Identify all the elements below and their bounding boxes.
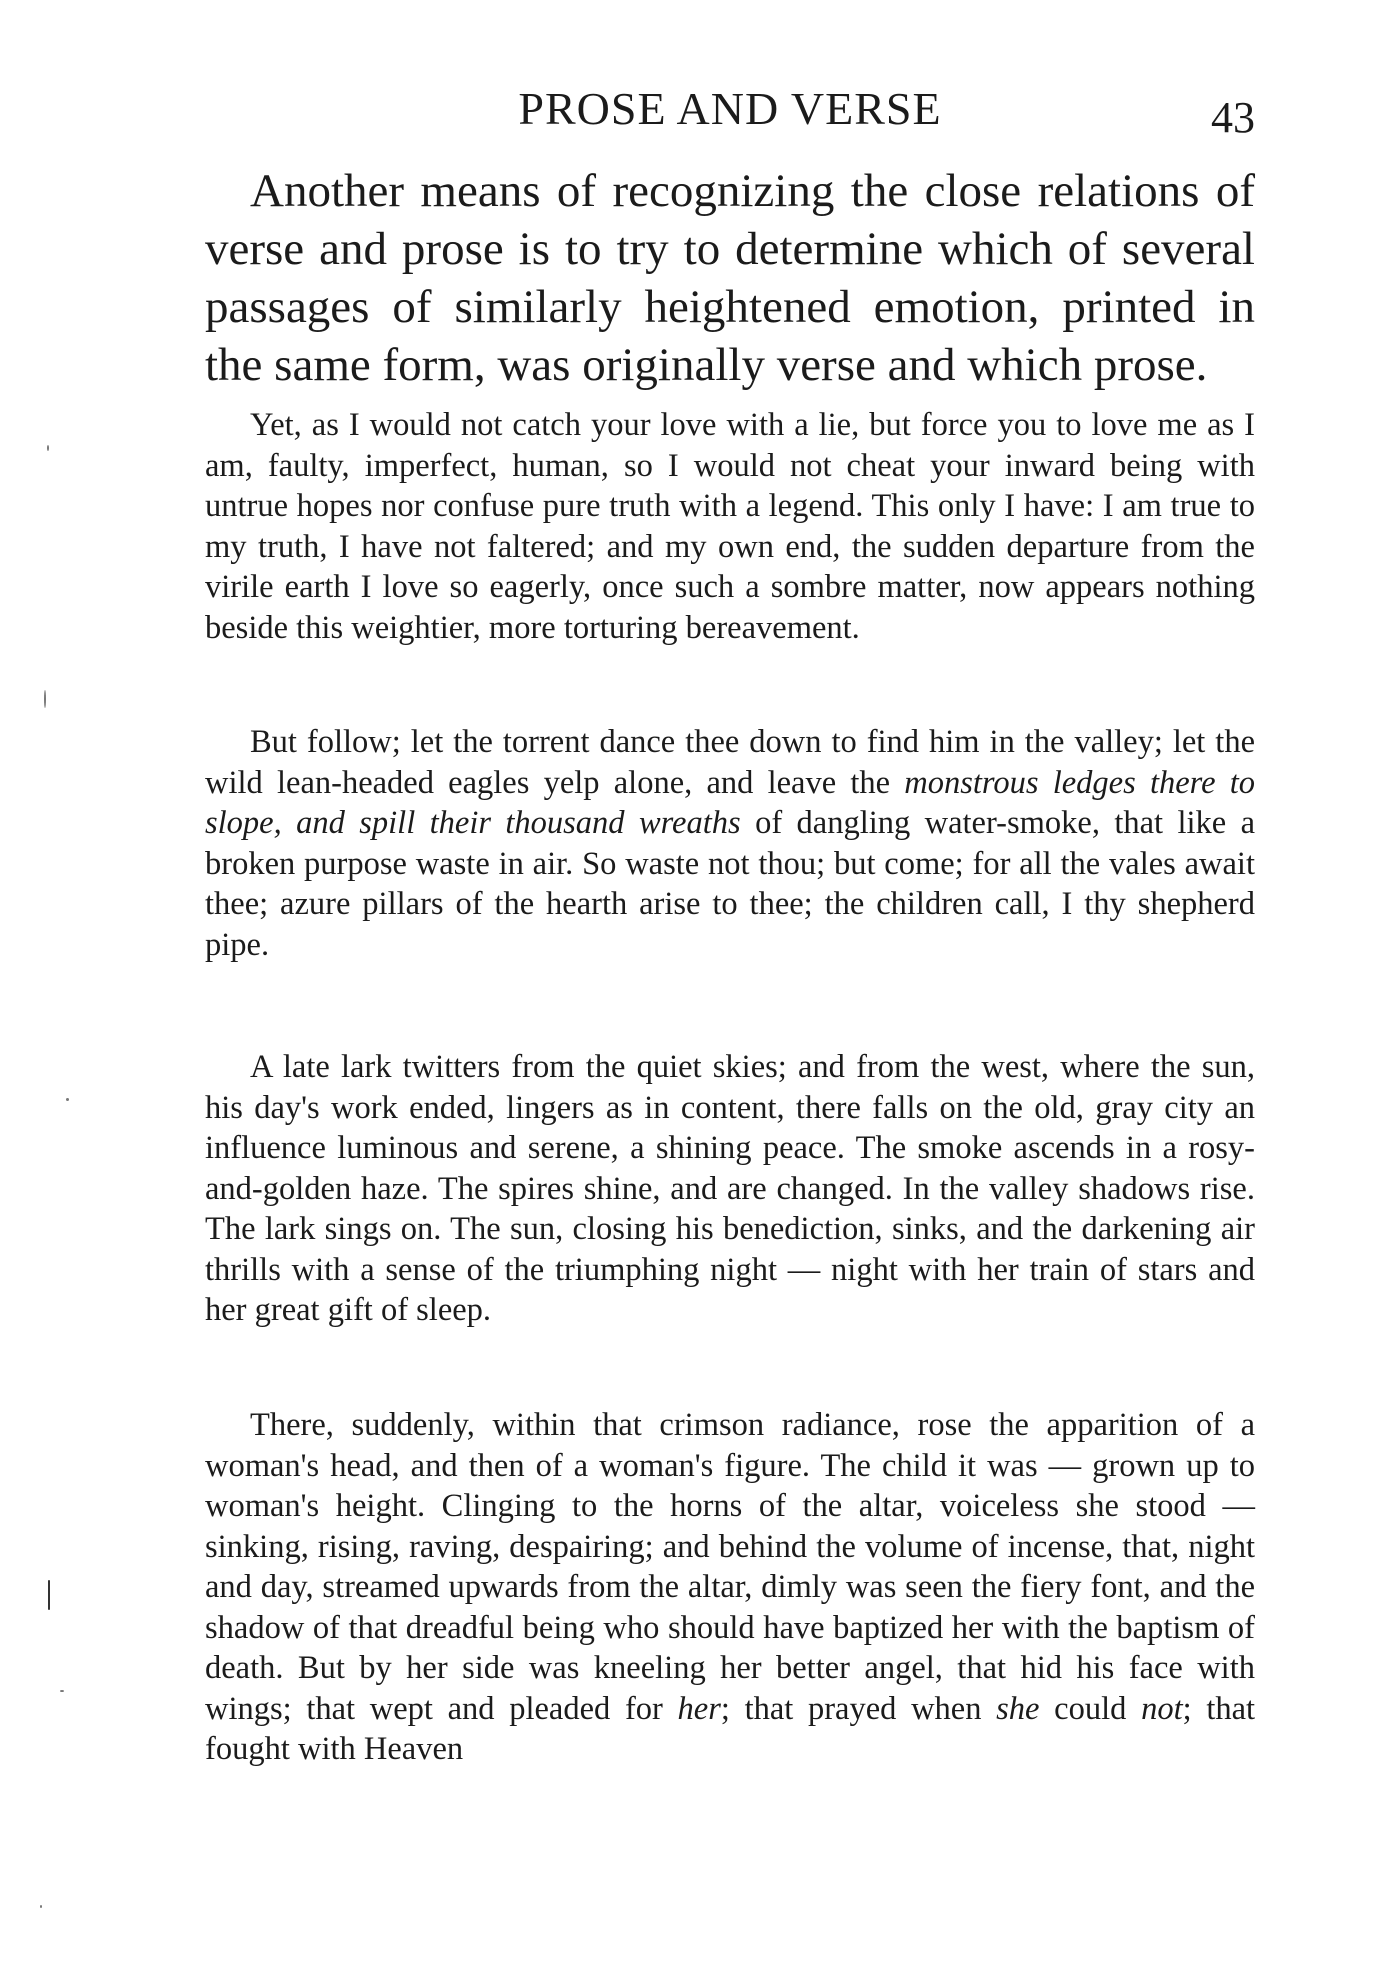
passage-4-text-d: ; that fought with Heaven	[205, 1690, 1256, 1767]
passage-3: A late lark twitters from the quiet skies; and from the west, where the sun, his day's work ended, lingers as in content, there falls on the old, gray city an influence luminous and serene, a shining peace. The smoke ascends in a rosy-and-golden haze. The spires shine, and are changed. In the valley shadows rise. The lark sings on. The sun, closing his benediction, sinks, and the darkening air thrills with a sense of the triumphing night — night with her train of stars and her great gift of sleep.	[205, 1049, 1255, 1328]
passage-4-emphasis-her: her	[677, 1690, 721, 1727]
passage-4-emphasis-not: not	[1141, 1690, 1183, 1727]
lead-paragraph: Another means of recognizing the close relations of verse and prose is to try to determine which of several passages of similarly heightened emotion, printed in the same form, was originally verse and which prose.	[205, 165, 1255, 391]
scan-speck	[48, 1580, 50, 1610]
passage-2-text-b: of dangling water-smoke, that like a broken purpose waste in air. So waste not thou; but come; for all the vales await thee; azure pillars of the hearth arise to thee; the children call, I thy shepherd pipe.	[205, 805, 1256, 963]
running-head	[205, 82, 1255, 142]
scan-speck	[40, 1905, 42, 1908]
scan-speck	[47, 445, 49, 451]
passage-4-emphasis-she: she	[996, 1690, 1040, 1727]
passage-2	[205, 722, 1255, 965]
passage-4-text-a: There, suddenly, within that crimson radiance, rose the apparition of a woman's head, and then of a woman's figure. The child it was — grown up to woman's height. Clinging to the horns of the altar, voiceless she stood — sinking, rising, raving, despairing; and behind the volume of incense, that, night and day, streamed upwards from the altar, dimly was seen the fiery font, and the shadow of that dreadful being who should have baptized her with the baptism of death. But by her side was kneeling her better angel, that hid his face with wings; that wept and pleaded for	[205, 1407, 1255, 1727]
passage-4	[205, 1405, 1255, 1770]
page-number: 43	[1211, 93, 1255, 142]
scan-speck	[66, 1098, 69, 1101]
passage-1: Yet, as I would not catch your love with a lie, but force you to love me as I am, faulty, imperfect, human, so I would not cheat your inward being with untrue hopes nor confuse pure truth with a legend. This only I have: I am true to my truth, I have not faltered; and my own end, the sudden departure from the virile earth I love so eagerly, once such a sombre matter, now appears nothing beside this weightier, more torturing bereavement.	[205, 407, 1255, 646]
passage-4-text-c: could	[1054, 1690, 1127, 1727]
passage-2-italic-text: monstrous ledges there to slope, and spill their thousand wreaths	[205, 764, 1255, 841]
passage-4-text-b: ; that prayed when	[720, 1690, 982, 1727]
scan-speck	[60, 1690, 64, 1692]
scan-speck	[44, 690, 46, 708]
running-title: PROSE AND VERSE	[518, 83, 942, 134]
passage-2-text-a: But follow; let the torrent dance thee down to find him in the valley; let the wild lean-headed eagles yelp alone, and leave the	[205, 724, 1255, 801]
